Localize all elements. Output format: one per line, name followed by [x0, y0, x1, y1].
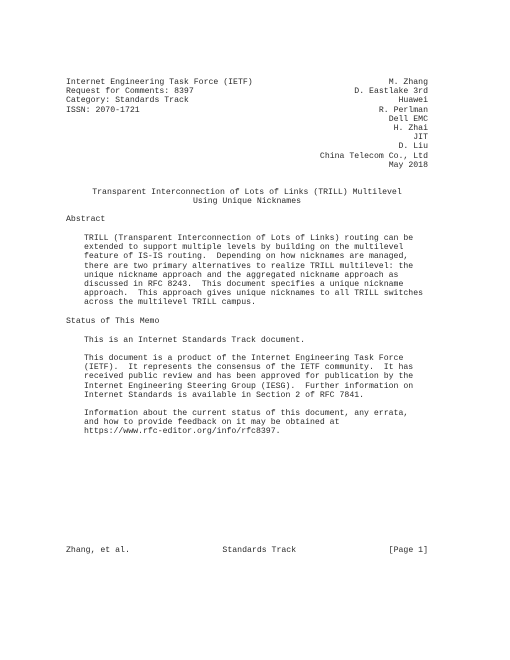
title-line: Using Unique Nicknames [192, 197, 302, 207]
header-right-line: R. Perlman [378, 105, 428, 115]
abstract-line: across the multilevel TRILL campus. [84, 298, 256, 308]
header-row [66, 161, 428, 170]
header-row [66, 133, 428, 142]
status-line: received public review and has been approved for publication by the [84, 372, 414, 382]
footer-authors: Zhang, et al. [66, 546, 130, 555]
status-line: This document is a product of the Internet Engineering Task Force [84, 354, 404, 363]
status-paragraph [84, 409, 434, 437]
header-row [66, 152, 428, 161]
page-footer [66, 546, 428, 555]
header-right-line: Huawei [398, 96, 428, 106]
abstract-line: there are two primary alternatives to realize TRILL multilevel: the [84, 261, 414, 271]
header-right-line: China Telecom Co., Ltd [319, 151, 428, 161]
abstract-line: TRILL (Transparent Interconnection of Lots of Links) routing can be [84, 234, 414, 243]
header-row [66, 96, 428, 105]
header-row [66, 106, 428, 115]
abstract-heading: Abstract [66, 215, 106, 224]
header-row [66, 124, 428, 133]
header-right-line: D. Eastlake 3rd [354, 87, 428, 97]
title-line: Transparent Interconnection of Lots of Links (TRILL) Multilevel [92, 188, 402, 197]
header-left-line: Internet Engineering Task Force (IETF) [66, 78, 253, 87]
header-row [66, 87, 428, 96]
abstract-line: extended to support multiple levels by building on the multilevel [84, 243, 404, 253]
status-paragraph [84, 336, 434, 345]
header-left-line: Request for Comments: 8397 [66, 87, 194, 97]
abstract-paragraph [84, 234, 434, 308]
status-line: This is an Internet Standards Track document. [84, 336, 306, 345]
status-line: Information about the current status of this document, any errata, [84, 409, 409, 418]
abstract-line: feature of IS-IS routing. Depending on how nicknames are managed, [84, 252, 409, 262]
footer-category: Standards Track [222, 546, 297, 555]
header-left-line: ISSN: 2070-1721 [66, 105, 140, 115]
status-paragraph [84, 354, 434, 400]
header-row [66, 78, 428, 87]
status-heading: Status of This Memo [66, 317, 160, 326]
header-right-line: Dell EMC [388, 114, 428, 124]
header-left-line: Category: Standards Track [66, 96, 189, 106]
header-right-line: May 2018 [388, 160, 428, 170]
status-line: https://www.rfc-editor.org/info/rfc8397. [84, 427, 281, 437]
header-right-line: M. Zhang [388, 78, 428, 87]
abstract-line: discussed in RFC 8243. This document specifies a unique nickname [84, 279, 404, 289]
header-right-line: H. Zhai [393, 123, 428, 133]
rfc-header [66, 78, 428, 170]
header-right-line: D. Liu [398, 142, 428, 152]
status-line: and how to provide feedback on it may be obtained at [84, 418, 340, 428]
header-row [66, 142, 428, 151]
abstract-line: unique nickname approach and the aggregated nickname approach as [84, 270, 399, 280]
status-line: Internet Engineering Steering Group (IESG). Further information on [84, 381, 414, 391]
status-line: Internet Standards is available in Section 2 of RFC 7841. [84, 390, 365, 400]
document-title [66, 188, 428, 206]
status-line: (IETF). It represents the consensus of the IETF community. It has [84, 363, 414, 373]
header-right-line: JIT [413, 133, 428, 143]
header-row [66, 115, 428, 124]
footer-page-number: [Page 1] [388, 546, 428, 555]
abstract-line: approach. This approach gives unique nicknames to all TRILL switches [84, 289, 424, 299]
